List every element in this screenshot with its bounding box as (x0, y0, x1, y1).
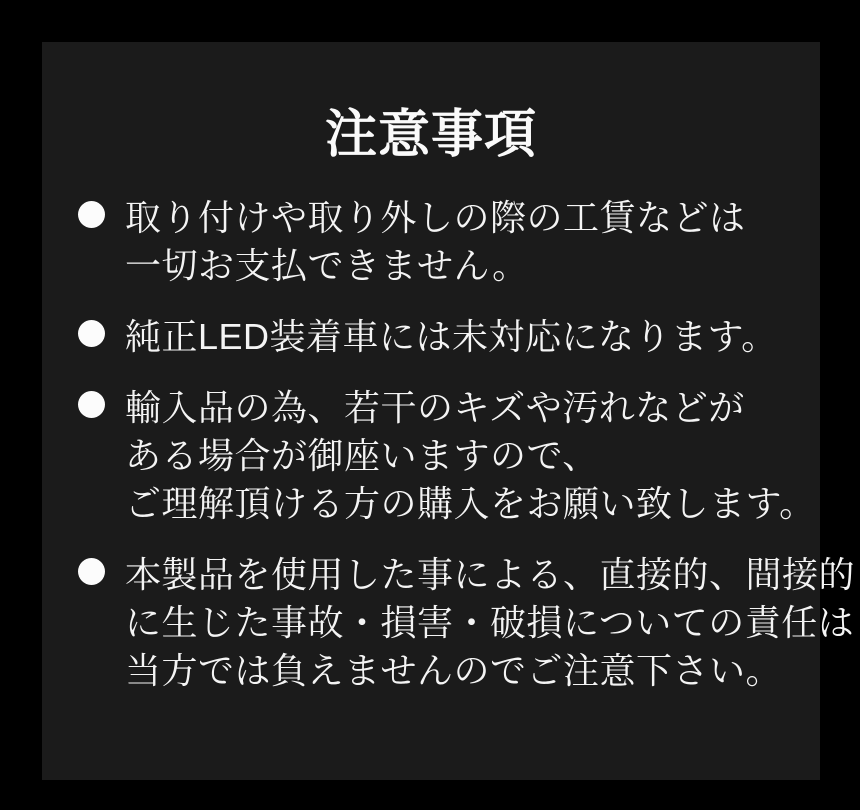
notice-item-text (125, 551, 855, 695)
bullet-icon (78, 201, 105, 228)
notice-line: 純正LED装着車には未対応になります。 (125, 315, 778, 357)
notice-item (78, 384, 816, 528)
notice-line: 輸入品の為、若干のキズや汚れなどが (125, 386, 745, 428)
page-title: 注意事項 (324, 106, 537, 164)
notice-item-text (125, 384, 816, 528)
notice-line: 一切お支払できません。 (125, 244, 529, 286)
bullet-icon (78, 558, 105, 585)
notice-list (42, 194, 856, 695)
bullet-icon (78, 320, 105, 347)
notice-item-text (125, 313, 778, 361)
notice-item-text (125, 194, 746, 290)
notice-item (78, 194, 790, 290)
bullet-icon (78, 391, 105, 418)
notice-line: に生じた事故・損害・破損についての責任は (125, 601, 855, 643)
notice-line: 本製品を使用した事による、直接的、間接的 (125, 553, 856, 595)
notice-item (78, 313, 790, 361)
notice-line: 当方では負えませんのでご注意下さい。 (125, 649, 783, 691)
notice-line: ご理解頂ける方の購入をお願い致します。 (125, 482, 816, 524)
notice-panel (42, 42, 856, 780)
notice-item (78, 551, 856, 695)
notice-line: ある場合が御座いますので、 (125, 434, 599, 476)
notice-line: 取り付けや取り外しの際の工賃などは (125, 196, 746, 238)
